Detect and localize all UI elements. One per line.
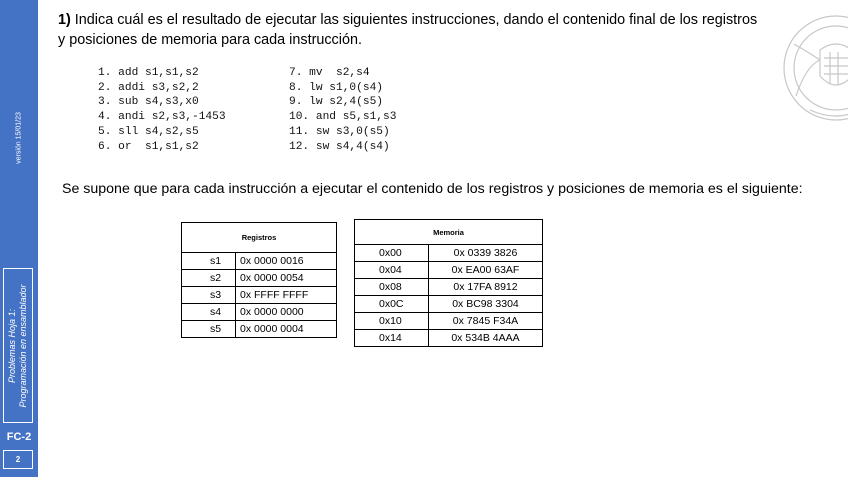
register-name: s3 xyxy=(182,287,236,304)
table-row xyxy=(182,287,337,304)
memory-address: 0x04 xyxy=(355,262,429,279)
table-row xyxy=(355,330,543,347)
instruction: 7. mv s2,s4 xyxy=(289,67,370,79)
instruction: 9. lw s2,4(s5) xyxy=(289,96,383,109)
subject-line-1: Problemas Hoja 1: xyxy=(7,308,17,383)
assumption-text: Se supone que para cada instrucción a ejecutar el contenido de los registros y posiciones de memoria es el siguiente: xyxy=(62,181,803,197)
registers-table xyxy=(181,222,337,338)
table-row xyxy=(355,313,543,330)
table-row xyxy=(355,262,543,279)
question-text-line-2: y posiciones de memoria para cada instrucción. xyxy=(58,32,362,48)
instructions-left-column xyxy=(98,66,226,154)
university-crest-icon xyxy=(780,0,848,138)
register-name: s5 xyxy=(182,321,236,338)
memory-value: 0x 534B 4AAA xyxy=(429,330,543,347)
memory-value: 0x BC98 3304 xyxy=(429,296,543,313)
register-value: 0x FFFF FFFF xyxy=(236,287,337,304)
register-name: s4 xyxy=(182,304,236,321)
instruction: 12. sw s4,4(s4) xyxy=(289,140,390,153)
register-name: s1 xyxy=(182,253,236,270)
subject-line-2: Programación en ensamblador xyxy=(18,283,28,408)
sidebar xyxy=(0,0,38,477)
table-row xyxy=(182,253,337,270)
instruction: 10. and s5,s1,s3 xyxy=(289,111,397,124)
memory-table xyxy=(354,219,543,347)
memory-address: 0x00 xyxy=(355,245,429,262)
instruction: 3. sub s4,s3,x0 xyxy=(98,96,199,109)
memory-value: 0x 0339 3826 xyxy=(429,245,543,262)
table-row xyxy=(182,304,337,321)
memory-title: Memoria xyxy=(355,220,543,245)
page-number: 2 xyxy=(3,450,33,469)
memory-address: 0x10 xyxy=(355,313,429,330)
memory-value: 0x 17FA 8912 xyxy=(429,279,543,296)
table-row xyxy=(355,279,543,296)
instruction: 5. sll s4,s2,s5 xyxy=(98,125,199,138)
instruction: 1. add s1,s1,s2 xyxy=(98,67,199,79)
memory-value: 0x 7845 F34A xyxy=(429,313,543,330)
subject-title xyxy=(7,284,29,407)
instruction: 2. addi s3,s2,2 xyxy=(98,81,199,94)
instruction: 6. or s1,s1,s2 xyxy=(98,140,199,153)
version-label: versión 15/01/23 xyxy=(15,112,23,164)
table-row xyxy=(355,245,543,262)
memory-address: 0x0C xyxy=(355,296,429,313)
register-value: 0x 0000 0000 xyxy=(236,304,337,321)
instruction: 4. andi s2,s3,-1453 xyxy=(98,111,226,124)
instructions-right-column xyxy=(289,66,396,154)
memory-value: 0x EA00 63AF xyxy=(429,262,543,279)
question-number: 1) xyxy=(58,12,71,28)
registers-title: Registros xyxy=(182,223,337,253)
question-statement xyxy=(58,10,778,50)
course-code: FC-2 xyxy=(6,431,32,443)
table-row xyxy=(355,296,543,313)
memory-address: 0x14 xyxy=(355,330,429,347)
register-value: 0x 0000 0004 xyxy=(236,321,337,338)
instruction: 11. sw s3,0(s5) xyxy=(289,125,390,138)
register-name: s2 xyxy=(182,270,236,287)
subject-box xyxy=(3,268,33,423)
memory-address: 0x08 xyxy=(355,279,429,296)
register-value: 0x 0000 0016 xyxy=(236,253,337,270)
table-row xyxy=(182,270,337,287)
question-text-line-1: Indica cuál es el resultado de ejecutar las siguientes instrucciones, dando el contenido final de los registros xyxy=(74,12,758,28)
table-row xyxy=(182,321,337,338)
instruction: 8. lw s1,0(s4) xyxy=(289,81,383,94)
register-value: 0x 0000 0054 xyxy=(236,270,337,287)
